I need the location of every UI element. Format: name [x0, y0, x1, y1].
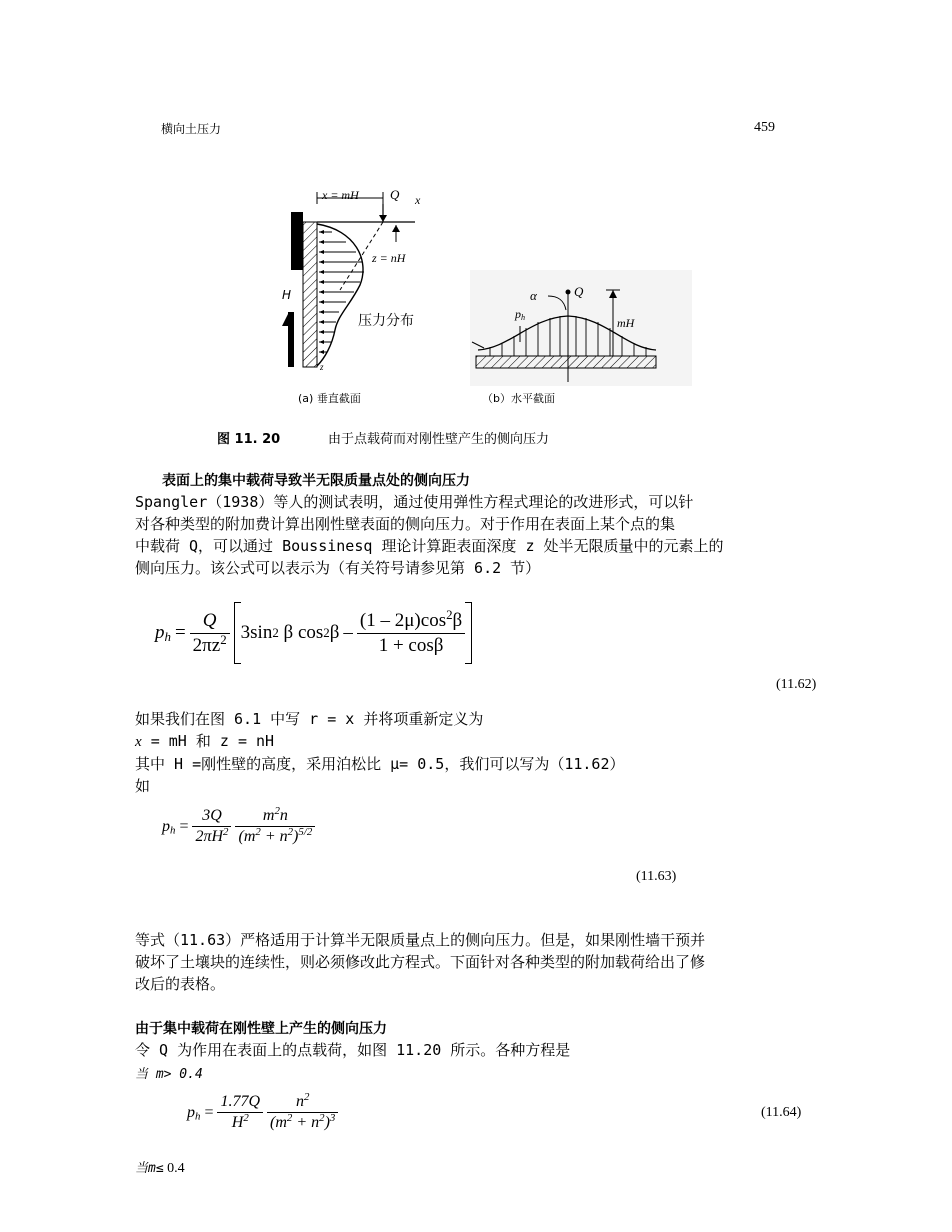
- paragraph-4: 令 Q 为作用在表面上的点载荷，如图 11.20 所示。各种方程是: [135, 1041, 571, 1059]
- equation-11-62: $p_h$ = $\frac{Q}{2\pi z^2}$ 3sin 2 β cos 2 β – $\frac{(1 - 2\mu)\cos^2\beta}{1 + \cos\beta}$: [155, 602, 472, 664]
- paragraph-3-line: 改后的表格。: [135, 975, 226, 993]
- label-ph: $p_h$: [515, 307, 526, 323]
- running-title: 横向土压力: [161, 122, 222, 136]
- caption-b: （b）水平截面: [482, 392, 555, 405]
- equation-number-11-63: (11.63): [636, 869, 677, 884]
- paragraph-1-line: 中载荷 Q，可以通过 Boussinesq 理论计算距表面深度 z 处半无限质量中的元素上的: [135, 537, 724, 555]
- figure-title: 由于点载荷而对刚性壁产生的侧向压力: [328, 432, 550, 447]
- paragraph-2: [135, 708, 835, 797]
- equation-11-64: $p_h$ = $\frac{1.77Q}{H^2}$ $\frac{n^2}{(m^2 + n^2)^3}$: [187, 1093, 338, 1132]
- label-q: Q: [390, 187, 400, 202]
- section-heading-2: 由于集中载荷在刚性壁上产生的侧向压力: [135, 1021, 387, 1037]
- figure-number: 图 11. 20: [217, 432, 281, 447]
- label-q2: Q: [574, 284, 584, 299]
- paragraph-3: [135, 929, 835, 995]
- label-z-nh: z = nH: [372, 251, 406, 265]
- paragraph-3-line: 等式（11.63）严格适用于计算半无限质量点上的侧向压力。但是，如果刚性墙干预并: [135, 931, 706, 949]
- section-heading-1: 表面上的集中载荷导致半无限质量点处的侧向压力: [162, 473, 470, 489]
- caption-a: (a) 垂直截面: [298, 392, 361, 405]
- label-x: x: [415, 193, 421, 207]
- paragraph-1: [135, 491, 835, 579]
- paragraph-2-line: 如: [135, 777, 151, 795]
- label-z-small: z: [320, 362, 324, 372]
- paragraph-2-line: x = mH 和 z = nH: [135, 732, 275, 750]
- label-h: H: [282, 288, 292, 302]
- paragraph-1-line: 侧向压力。该公式可以表示为（有关符号请参见第 6.2 节）: [135, 559, 541, 577]
- equation-11-63: $p_h$ = $\frac{3Q}{2\pi H^2}$ $\frac{m^2n}{(m^2 + n^2)^{5/2}}$: [162, 807, 315, 846]
- paragraph-1-line: 对各种类型的附加费计算出刚性壁表面的侧向压力。对于作用在表面上某个点的集: [135, 515, 676, 533]
- label-mh: mH: [617, 316, 635, 330]
- condition-m-gt: 当 m> 0.4: [135, 1067, 203, 1082]
- label-x-mh: x = mH: [322, 188, 359, 202]
- page-number: 459: [754, 120, 775, 135]
- paragraph-3-line: 破坏了土壤块的连续性，则必须修改此方程式。下面针对各种类型的附加载荷给出了修: [135, 953, 706, 971]
- paragraph-2-line: 如果我们在图 6.1 中写 r = x 并将项重新定义为: [135, 710, 484, 728]
- label-alpha: α: [530, 288, 537, 303]
- label-pressure-distribution: 压力分布: [358, 313, 414, 329]
- wall-bar: [291, 212, 303, 270]
- paragraph-2-line: 其中 H =刚性壁的高度，采用泊松比 μ= 0.5，我们可以写为（11.62）: [135, 755, 625, 773]
- figure-a-vertical-section: [280, 180, 450, 380]
- condition-m-le: 当m≤ 0.4: [135, 1161, 185, 1176]
- equation-number-11-64: (11.64): [761, 1105, 802, 1120]
- paragraph-1-line: Spangler（1938）等人的测试表明，通过使用弹性方程式理论的改进形式，可以针: [135, 493, 694, 511]
- equation-number-11-62: (11.62): [776, 677, 817, 692]
